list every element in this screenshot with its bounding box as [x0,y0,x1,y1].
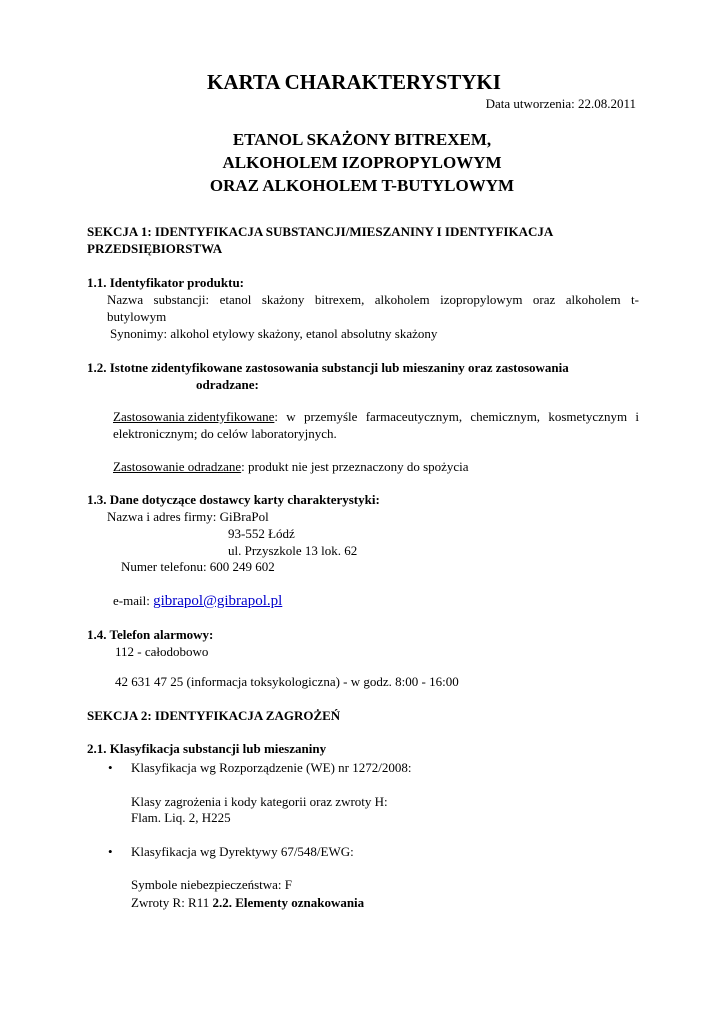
company-name: Nazwa i adres firmy: GiBraPol [107,509,269,524]
s13-heading: 1.3. Dane dotyczące dostawcy karty charakterystyki: [87,492,380,507]
hazard-codes: Flam. Liq. 2, H225 [131,810,231,825]
classification-dsd: Klasyfikacja wg Dyrektywy 67/548/EWG: [131,844,354,859]
hazard-symbols: Symbole niebezpieczeństwa: F [131,877,293,892]
bullet-1: • [108,760,113,775]
emergency-toxicology: 42 631 47 25 (informacja toksykologiczna) - w godz. 8:00 - 16:00 [115,674,459,689]
classification-clp: Klasyfikacja wg Rozporządzenie (WE) nr 1272/2008: [131,760,412,775]
advised-against-label: Zastosowanie odradzane [113,459,242,474]
creation-date: Data utworzenia: 22.08.2011 [485,96,636,111]
product-title-line-2: ALKOHOLEM IZOPROPYLOWYM [222,153,502,172]
s22-heading: 2.2. Elementy oznakowania [212,895,365,910]
s12-heading: 1.2. Istotne zidentyfikowane zastosowania substancji lub mieszaniny oraz zastosowania [87,360,569,375]
email-label: e-mail: [113,593,150,608]
company-postal: 93-552 Łódź [228,526,295,541]
s21-heading: 2.1. Klasyfikacja substancji lub mieszaniny [87,741,327,756]
product-title-line-3: ORAZ ALKOHOLEM T-BUTYLOWYM [209,176,515,195]
document-title: KARTA CHARAKTERYSTYKI [207,70,501,94]
advised-against [113,459,469,475]
r-phrases-row [131,895,364,911]
section-1-heading-cont: PRZEDSIĘBIORSTWA [87,241,223,256]
substance-name-cont: butylowym [107,309,167,324]
product-title-line-1: ETANOL SKAŻONY BITREXEM, [232,130,492,149]
s14-heading: 1.4. Telefon alarmowy: [87,627,214,642]
identified-uses-text: : w przemyśle farmaceutycznym, chemicznym, kosmetycznym i [274,409,639,424]
section-1-heading: SEKCJA 1: IDENTYFIKACJA SUBSTANCJI/MIESZANINY I IDENTYFIKACJA [87,224,554,239]
emergency-24h: 112 - całodobowo [115,644,209,659]
identified-uses-cont: elektronicznym; do celów laboratoryjnych. [113,426,337,441]
advised-against-text: : produkt nie jest przeznaczony do spożycia [241,459,469,474]
company-phone: Numer telefonu: 600 249 602 [121,559,275,574]
identified-uses [113,409,639,425]
identified-uses-label: Zastosowania zidentyfikowane [113,409,275,424]
email-link[interactable]: gibrapol@gibrapol.pl [153,593,283,609]
s12-heading-cont: odradzane: [196,377,259,392]
email-row [113,593,282,610]
r-phrases: Zwroty R: R11 [131,895,210,910]
bullet-2: • [108,844,113,859]
synonyms: Synonimy: alkohol etylowy skażony, etanol absolutny skażony [110,326,438,341]
substance-name: Nazwa substancji: etanol skażony bitrexem, alkoholem izopropylowym oraz alkoholem t- [107,292,639,307]
s11-heading: 1.1. Identyfikator produktu: [87,275,244,290]
company-street: ul. Przyszkole 13 lok. 62 [228,543,358,558]
section-2-heading: SEKCJA 2: IDENTYFIKACJA ZAGROŻEŃ [87,708,341,723]
hazard-classes: Klasy zagrożenia i kody kategorii oraz zwroty H: [131,794,388,809]
